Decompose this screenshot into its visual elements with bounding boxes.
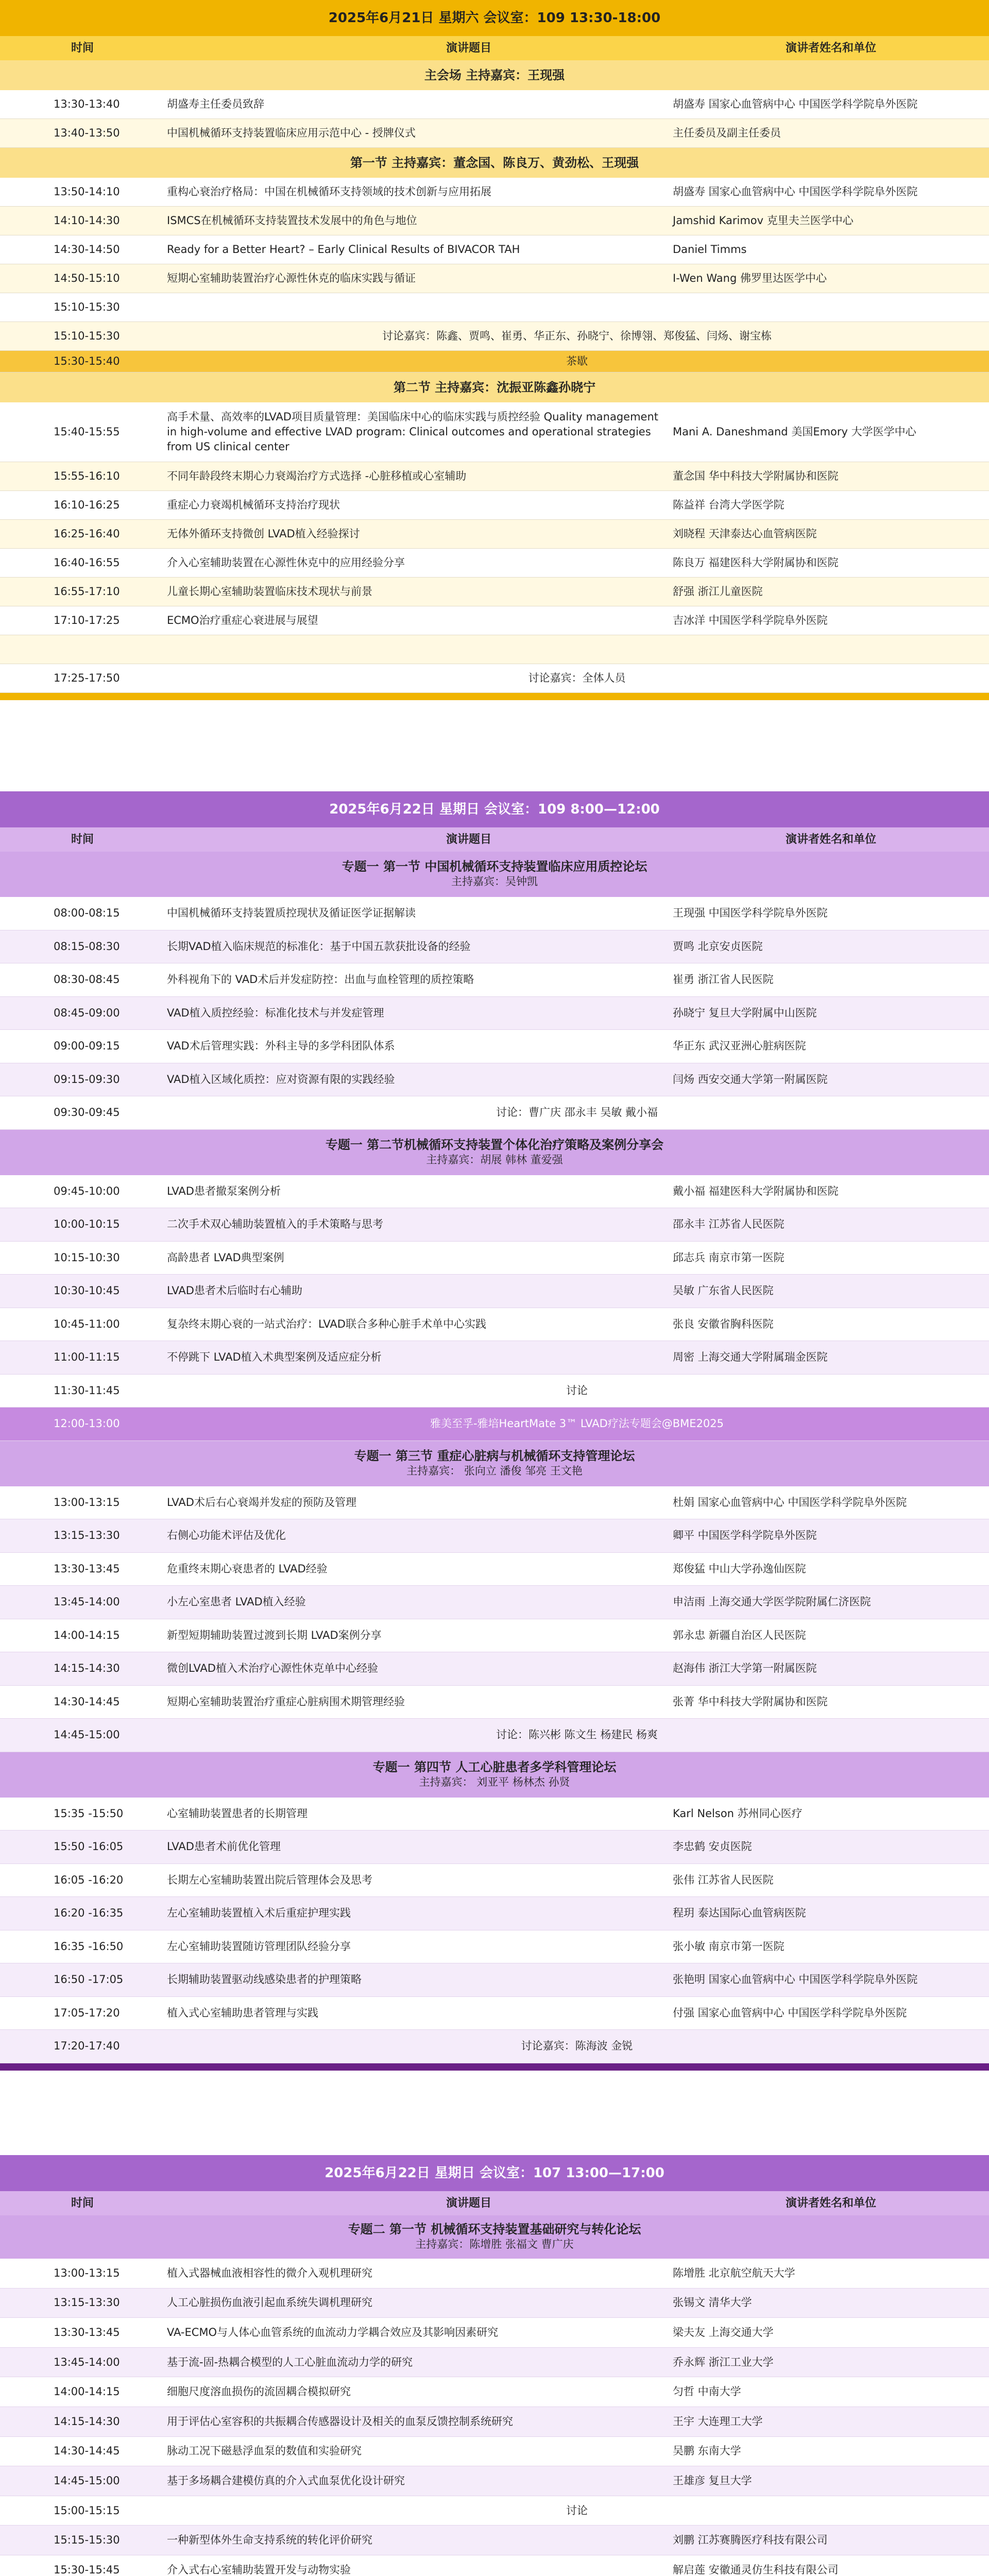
row-topic: 一种新型体外生命支持系统的转化评价研究 (167, 2534, 372, 2547)
table-row (0, 2318, 989, 2348)
table-row (0, 1897, 989, 1930)
row-speaker: 匀哲 中南大学 (673, 2385, 741, 2398)
discussion-text: 讨论嘉宾：陈鑫、贾鸣、崔勇、华正东、孙晓宁、徐博翎、郑俊猛、闫炀、谢宝栋 (382, 330, 772, 342)
table-row (0, 1519, 989, 1553)
row-time: 14:00-14:15 (54, 1629, 120, 1641)
row-speaker: 陈益祥 台湾大学医学院 (673, 499, 785, 511)
row-time: 16:55-17:10 (54, 585, 120, 598)
row-topic: 植入式器械血液相容性的微介入观机理研究 (167, 2266, 372, 2279)
row-speaker: 杜娟 国家心血管病中心 中国医学科学院阜外医院 (673, 1496, 907, 1509)
table-row (0, 1063, 989, 1097)
row-topic: 外科视角下的 VAD术后并发症防控：出血与血栓管理的质控策略 (167, 973, 474, 986)
row-topic: 短期心室辅助装置治疗重症心脏病围术期管理经验 (167, 1695, 405, 1708)
table-row (0, 1486, 989, 1520)
row-topic: 重构心衰治疗格局：中国在机械循环支持领域的技术创新与应用拓展 (167, 185, 491, 198)
tea-break-row (0, 351, 989, 372)
row-time: 11:00-11:15 (54, 1351, 120, 1364)
row-topic: 植入式心室辅助患者管理与实践 (167, 2006, 318, 2019)
discussion-text: 讨论嘉宾：全体人员 (528, 672, 626, 684)
row-time: 13:30-13:45 (54, 1562, 120, 1575)
table-row (0, 402, 989, 462)
table-row (0, 1175, 989, 1209)
row-topic: 儿童长期心室辅助装置临床技术现状与前景 (167, 585, 372, 598)
discussion-row (0, 2030, 989, 2063)
row-time: 13:30-13:45 (54, 2326, 120, 2338)
row-topic: 复杂终末期心衰的一站式治疗：LVAD联合多种心脏手术单中心实践 (167, 1317, 486, 1330)
row-topic: 长期VAD植入临床规范的标准化：基于中国五款获批设备的经验 (167, 940, 471, 953)
schedule-body (0, 852, 989, 2063)
row-topic: 新型短期辅助装置过渡到长期 LVAD案例分享 (167, 1629, 382, 1641)
row-speaker: Jamshid Karimov 克里夫兰医学中心 (673, 214, 854, 227)
section-header (0, 1441, 989, 1486)
row-topic: ISMCS在机械循环支持装置技术发展中的角色与地位 (167, 214, 417, 227)
row-time: 16:35 -16:50 (54, 1940, 124, 1953)
row-time: 16:25-16:40 (54, 528, 120, 540)
row-time: 13:15-13:30 (54, 2296, 120, 2309)
header-speaker: 演讲者姓名和单位 (785, 2197, 876, 2210)
row-speaker: 胡盛寿 国家心血管病中心 中国医学科学院阜外医院 (673, 185, 918, 198)
row-topic: 人工心脏损伤血液引起血系统失调机理研究 (167, 2296, 372, 2309)
table-row (0, 520, 989, 549)
section-title: 专题二 第一节 机械循环支持装置基础研究与转化论坛 (348, 2222, 641, 2236)
discussion-row (0, 322, 989, 351)
table-row (0, 606, 989, 635)
row-speaker: 邵永丰 江苏省人民医院 (673, 1218, 785, 1231)
schedule-june22-room107 (0, 2155, 989, 2576)
row-speaker: Daniel Timms (673, 243, 747, 256)
row-topic: 左心室辅助装置植入术后重症护理实践 (167, 1907, 351, 1920)
row-speaker: 吴敏 广东省人民医院 (673, 1284, 774, 1297)
discussion-text: 讨论嘉宾：陈海波 金锐 (521, 2040, 633, 2053)
section-header (0, 2215, 989, 2259)
row-time: 14:10-14:30 (54, 214, 120, 227)
section-header (0, 60, 989, 90)
row-speaker: 胡盛寿 国家心血管病中心 中国医学科学院阜外医院 (673, 98, 918, 110)
row-topic: 中国机械循环支持装置临床应用示范中心 - 授牌仪式 (167, 127, 416, 139)
row-time: 14:15-14:30 (54, 1662, 120, 1675)
table-row (0, 1997, 989, 2030)
row-time: 09:15-09:30 (54, 1073, 120, 1086)
row-topic: 胡盛寿主任委员致辞 (167, 98, 264, 110)
row-time: 08:15-08:30 (54, 940, 120, 953)
table-row (0, 1864, 989, 1897)
table-row (0, 2407, 989, 2437)
row-speaker: 申洁雨 上海交通大学医学院附属仁济医院 (673, 1596, 871, 1608)
table-row (0, 1831, 989, 1864)
row-speaker: 解启莲 安徽通灵仿生科技有限公司 (673, 2563, 839, 2576)
row-time: 14:45-15:00 (54, 1728, 120, 1741)
row-speaker: 崔勇 浙江省人民医院 (673, 973, 774, 986)
row-speaker: 王雄彦 复旦大学 (673, 2474, 752, 2487)
row-time: 13:00-13:15 (54, 1496, 120, 1509)
row-speaker: Mani A. Daneshmand 美国Emory 大学医学中心 (673, 426, 916, 438)
row-topic: 二次手术双心辅助装置植入的手术策略与思考 (167, 1218, 383, 1231)
row-time: 13:00-13:15 (54, 2266, 120, 2279)
lunch-row (0, 1408, 989, 1441)
row-time: 16:40-16:55 (54, 556, 120, 569)
row-topic: VAD植入区域化质控：应对资源有限的实践经验 (167, 1073, 395, 1086)
row-topic: 细胞尺度溶血损伤的流固耦合模拟研究 (167, 2385, 351, 2398)
row-time: 13:40-13:50 (54, 127, 120, 139)
row-topic: 长期辅助装置驱动线感染患者的护理策略 (167, 1973, 362, 1986)
row-speaker: 王宇 大连理工大学 (673, 2415, 763, 2428)
header-time: 时间 (71, 42, 94, 55)
schedule-title: 2025年6月21日 星期六 会议室：109 13:30-18:00 (0, 0, 989, 36)
row-time: 11:30-11:45 (54, 1384, 120, 1397)
row-topic: 高手术量、高效率的LVAD项目质量管理：美国临床中心的临床实践与质控经验 Quality management in high-volume and effective LVAD program: Clinical outcomes and operational strategies from US clinical center (167, 411, 659, 453)
section-header (0, 852, 989, 897)
table-row (0, 2289, 989, 2318)
row-topic: 不同年龄段终末期心力衰竭治疗方式选择 -心脏移植或心室辅助 (167, 470, 467, 482)
row-speaker: 闫炀 西安交通大学第一附属医院 (673, 1073, 828, 1086)
row-speaker: 戴小福 福建医科大学附属协和医院 (673, 1184, 839, 1197)
table-row (0, 1798, 989, 1831)
section-hosts: 主持嘉宾：吴钟凯 (451, 875, 538, 888)
table-row (0, 178, 989, 207)
section-title: 第一节 主持嘉宾：董念国、陈良万、黄劲松、王现强 (350, 155, 639, 170)
table-row (0, 235, 989, 264)
schedule-title: 2025年6月22日 星期日 会议室：107 13:00—17:00 (0, 2155, 989, 2191)
row-speaker: 张菁 华中科技大学附属协和医院 (673, 1695, 828, 1708)
row-time: 15:40-15:55 (54, 426, 120, 438)
table-row (0, 2348, 989, 2378)
row-topic: VAD术后管理实践：外科主导的多学科团队体系 (167, 1040, 395, 1053)
row-time: 13:45-14:00 (54, 1596, 120, 1608)
section-header (0, 372, 989, 402)
header-speaker: 演讲者姓名和单位 (785, 42, 876, 55)
row-speaker: 华正东 武汉亚洲心脏病医院 (673, 1040, 806, 1053)
row-topic: 微创LVAD植入术治疗心源性休克单中心经验 (167, 1662, 378, 1675)
row-speaker: 邱志兵 南京市第一医院 (673, 1251, 785, 1264)
row-topic: 高龄患者 LVAD典型案例 (167, 1251, 284, 1264)
section-hosts: 主持嘉宾： 张向立 潘俊 邹亮 王文艳 (406, 1464, 583, 1477)
schedule-june22-room109 (0, 791, 989, 2071)
row-speaker: 刘鹏 江苏赛腾医疗科技有限公司 (673, 2534, 828, 2547)
row-time: 12:00-13:00 (54, 1417, 120, 1430)
section-title: 专题一 第二节机械循环支持装置个体化治疗策略及案例分享会 (325, 1137, 664, 1152)
row-topic: LVAD患者术前优化管理 (167, 1840, 281, 1853)
row-time: 15:30-15:40 (54, 355, 120, 367)
row-speaker: 郭永忠 新疆自治区人民医院 (673, 1629, 806, 1641)
row-time: 14:30-14:45 (54, 2445, 120, 2458)
row-speaker: 吉冰洋 中国医学科学院阜外医院 (673, 614, 828, 626)
end-bar (0, 693, 989, 700)
row-speaker: 主任委员及副主任委员 (673, 127, 781, 139)
table-header (0, 827, 989, 852)
table-row (0, 2437, 989, 2467)
table-row (0, 1686, 989, 1719)
header-time: 时间 (71, 833, 94, 846)
table-row (0, 997, 989, 1030)
row-speaker: 舒强 浙江儿童医院 (673, 585, 763, 598)
section-title: 第二节 主持嘉宾：沈振亚陈鑫孙晓宁 (393, 380, 596, 395)
section-hosts: 主持嘉宾： 刘亚平 杨林杰 孙贤 (419, 1775, 570, 1788)
row-speaker: 董念国 华中科技大学附属协和医院 (673, 470, 839, 482)
table-row (0, 1208, 989, 1242)
table-header (0, 36, 989, 60)
row-topic: 脉动工况下磁悬浮血泵的数值和实验研究 (167, 2445, 362, 2458)
table-row (0, 207, 989, 235)
row-speaker: 吴鹏 东南大学 (673, 2445, 741, 2458)
schedule-title: 2025年6月22日 星期日 会议室：109 8:00—12:00 (0, 791, 989, 827)
row-time: 14:45-15:00 (54, 2474, 120, 2487)
table-row (0, 897, 989, 930)
row-topic: 介入式右心室辅助装置开发与动物实验 (167, 2563, 351, 2576)
table-row (0, 119, 989, 148)
row-time: 14:00-14:15 (54, 2385, 120, 2398)
table-header (0, 2191, 989, 2215)
row-topic: Ready for a Better Heart? – Early Clinical Results of BIVACOR TAH (167, 243, 520, 256)
table-row (0, 1930, 989, 1964)
table-row (0, 1242, 989, 1275)
table-row (0, 2259, 989, 2289)
discussion-row (0, 1719, 989, 1752)
row-time: 13:15-13:30 (54, 1529, 120, 1542)
row-speaker: 梁夫友 上海交通大学 (673, 2326, 774, 2338)
row-speaker: 张伟 江苏省人民医院 (673, 1873, 774, 1886)
header-speaker: 演讲者姓名和单位 (785, 833, 876, 846)
tea-break-text: 茶歇 (566, 355, 588, 367)
row-speaker: 陈增胜 北京航空航天大学 (673, 2266, 795, 2279)
row-speaker: 程玥 泰达国际心血管病医院 (673, 1907, 806, 1920)
row-speaker: 王现强 中国医学科学院阜外医院 (673, 907, 828, 920)
table-row (0, 963, 989, 997)
row-speaker: 付强 国家心血管病中心 中国医学科学院阜外医院 (673, 2006, 907, 2019)
row-speaker: 刘晓程 天津泰达心血管病医院 (673, 528, 817, 540)
table-row (0, 2377, 989, 2407)
lunch-text: 雅美至孚-雅培HeartMate 3™ LVAD疗法专题会@BME2025 (430, 1417, 724, 1430)
row-speaker: 张小敏 南京市第一医院 (673, 1940, 785, 1953)
discussion-row (0, 1375, 989, 1408)
row-topic: LVAD患者术后临时右心辅助 (167, 1284, 302, 1297)
schedule-june21 (0, 0, 989, 700)
section-hosts: 主持嘉宾：陈增胜 张福文 曹广庆 (415, 2238, 574, 2250)
row-topic: 右侧心功能术评估及优化 (167, 1529, 286, 1542)
row-time: 15:50 -16:05 (54, 1840, 124, 1853)
discussion-text: 讨论：曹广庆 邵永丰 吴敏 戴小福 (496, 1106, 658, 1119)
row-time: 16:10-16:25 (54, 499, 120, 511)
table-row (0, 1586, 989, 1619)
row-time: 14:50-15:10 (54, 272, 120, 284)
row-topic: 危重终末期心衰患者的 LVAD经验 (167, 1562, 328, 1575)
section-title: 主会场 主持嘉宾：王现强 (424, 67, 565, 82)
table-row (0, 2526, 989, 2555)
row-time: 10:45-11:00 (54, 1317, 120, 1330)
row-time: 08:30-08:45 (54, 973, 120, 986)
row-speaker: 周密 上海交通大学附属瑞金医院 (673, 1351, 828, 1364)
row-speaker: 郑俊猛 中山大学孙逸仙医院 (673, 1562, 806, 1575)
table-row (0, 1308, 989, 1342)
row-time: 15:35 -15:50 (54, 1807, 124, 1820)
row-topic: 重症心力衰竭机械循环支持治疗现状 (167, 499, 340, 511)
row-speaker: 张锡文 清华大学 (673, 2296, 752, 2309)
table-row (0, 1619, 989, 1653)
row-topic: VA-ECMO与人体心血管系统的血流动力学耦合效应及其影响因素研究 (167, 2326, 499, 2338)
row-time: 08:45-09:00 (54, 1006, 120, 1019)
row-topic: 用于评估心室容积的共振耦合传感器设计及相关的血泵反馈控制系统研究 (167, 2415, 513, 2428)
table-row (0, 90, 989, 119)
row-time: 15:00-15:15 (54, 2504, 120, 2517)
table-row (0, 1652, 989, 1686)
row-time: 08:00-08:15 (54, 907, 120, 920)
row-time: 15:30-15:45 (54, 2563, 120, 2576)
row-topic: ECMO治疗重症心衰进展与展望 (167, 614, 318, 626)
row-speaker: 贾鸣 北京安贞医院 (673, 940, 763, 953)
row-speaker: 乔永辉 浙江工业大学 (673, 2355, 774, 2368)
row-time: 10:15-10:30 (54, 1251, 120, 1264)
row-topic: 中国机械循环支持装置质控现状及循证医学证据解读 (167, 907, 416, 920)
table-row (0, 549, 989, 578)
row-time: 15:10-15:30 (54, 301, 120, 313)
discussion-text: 讨论 (566, 1384, 588, 1397)
row-speaker: Karl Nelson 苏州同心医疗 (673, 1807, 803, 1820)
row-time: 09:00-09:15 (54, 1040, 120, 1053)
header-topic: 演讲题目 (446, 833, 491, 846)
row-time: 15:15-15:30 (54, 2534, 120, 2547)
row-time: 17:25-17:50 (54, 672, 120, 684)
row-speaker: 李忠鹤 安贞医院 (673, 1840, 752, 1853)
row-speaker: 孙晓宁 复旦大学附属中山医院 (673, 1006, 817, 1019)
row-topic: 短期心室辅助装置治疗心源性休克的临床实践与循证 (167, 272, 416, 284)
row-topic: 无体外循环支持微创 LVAD植入经验探讨 (167, 528, 360, 540)
row-time: 10:00-10:15 (54, 1218, 120, 1231)
table-row (0, 1963, 989, 1997)
table-row (0, 491, 989, 520)
section-title: 专题一 第一节 中国机械循环支持装置临床应用质控论坛 (342, 859, 647, 874)
row-speaker: 赵海伟 浙江大学第一附属医院 (673, 1662, 817, 1675)
row-speaker: 张良 安徽省胸科医院 (673, 1317, 774, 1330)
section-header (0, 1752, 989, 1798)
row-speaker: 陈良万 福建医科大学附属协和医院 (673, 556, 839, 569)
discussion-text: 讨论：陈兴彬 陈文生 杨建民 杨爽 (496, 1728, 658, 1741)
header-topic: 演讲题目 (446, 42, 491, 55)
section-header (0, 148, 989, 178)
row-speaker: 卿平 中国医学科学院阜外医院 (673, 1529, 817, 1542)
row-speaker: I-Wen Wang 佛罗里达医学中心 (673, 272, 827, 284)
discussion-text: 讨论 (566, 2504, 588, 2517)
table-row (0, 1030, 989, 1063)
section-title: 专题一 第三节 重症心脏病与机械循环支持管理论坛 (354, 1448, 635, 1463)
row-time: 14:30-14:50 (54, 243, 120, 256)
schedule-body (0, 2215, 989, 2576)
row-time: 17:10-17:25 (54, 614, 120, 626)
row-topic: 基于流-固-热耦合模型的人工心脏血流动力学的研究 (167, 2355, 413, 2368)
table-row (0, 2466, 989, 2496)
row-time: 14:30-14:45 (54, 1695, 120, 1708)
row-topic: 小左心室患者 LVAD植入经验 (167, 1596, 306, 1608)
row-topic: 不停跳下 LVAD植入术典型案例及适应症分析 (167, 1351, 382, 1364)
row-topic: 基于多场耦合建模仿真的介入式血泵优化设计研究 (167, 2474, 405, 2487)
row-time: 09:30-09:45 (54, 1106, 120, 1119)
row-topic: 左心室辅助装置随访管理团队经验分享 (167, 1940, 351, 1953)
table-row (0, 2555, 989, 2576)
discussion-row (0, 664, 989, 693)
table-row (0, 578, 989, 606)
row-topic: VAD植入质控经验：标准化技术与并发症管理 (167, 1006, 384, 1019)
table-row (0, 462, 989, 491)
row-time: 09:45-10:00 (54, 1184, 120, 1197)
row-time: 13:30-13:40 (54, 98, 120, 110)
header-time: 时间 (71, 2197, 94, 2210)
row-topic: 心室辅助装置患者的长期管理 (167, 1807, 308, 1820)
row-topic: 介入心室辅助装置在心源性休克中的应用经验分享 (167, 556, 405, 569)
table-row (0, 293, 989, 322)
section-title: 专题一 第四节 人工心脏患者多学科管理论坛 (372, 1759, 617, 1774)
row-time: 14:15-14:30 (54, 2415, 120, 2428)
discussion-row (0, 2496, 989, 2526)
row-time: 16:20 -16:35 (54, 1907, 124, 1920)
row-time: 17:05-17:20 (54, 2006, 120, 2019)
discussion-row (0, 1096, 989, 1130)
table-row (0, 1553, 989, 1586)
row-topic: LVAD患者撤泵案例分析 (167, 1184, 281, 1197)
section-hosts: 主持嘉宾：胡展 韩林 董爱强 (426, 1153, 563, 1166)
table-row (0, 635, 989, 664)
table-row (0, 1341, 989, 1375)
row-speaker: 张艳明 国家心血管病中心 中国医学科学院阜外医院 (673, 1973, 918, 1986)
row-time: 13:45-14:00 (54, 2355, 120, 2368)
row-time: 17:20-17:40 (54, 2040, 120, 2053)
section-header (0, 1130, 989, 1175)
table-row (0, 264, 989, 293)
table-row (0, 930, 989, 964)
row-time: 10:30-10:45 (54, 1284, 120, 1297)
row-time: 16:50 -17:05 (54, 1973, 124, 1986)
row-time: 15:10-15:30 (54, 330, 120, 342)
row-time: 16:05 -16:20 (54, 1873, 124, 1886)
header-topic: 演讲题目 (446, 2197, 491, 2210)
row-time: 15:55-16:10 (54, 470, 120, 482)
row-topic: 长期左心室辅助装置出院后管理体会及思考 (167, 1873, 372, 1886)
table-row (0, 1275, 989, 1308)
row-time: 13:50-14:10 (54, 185, 120, 198)
end-bar (0, 2063, 989, 2071)
row-topic: LVAD术后右心衰竭并发症的预防及管理 (167, 1496, 356, 1509)
